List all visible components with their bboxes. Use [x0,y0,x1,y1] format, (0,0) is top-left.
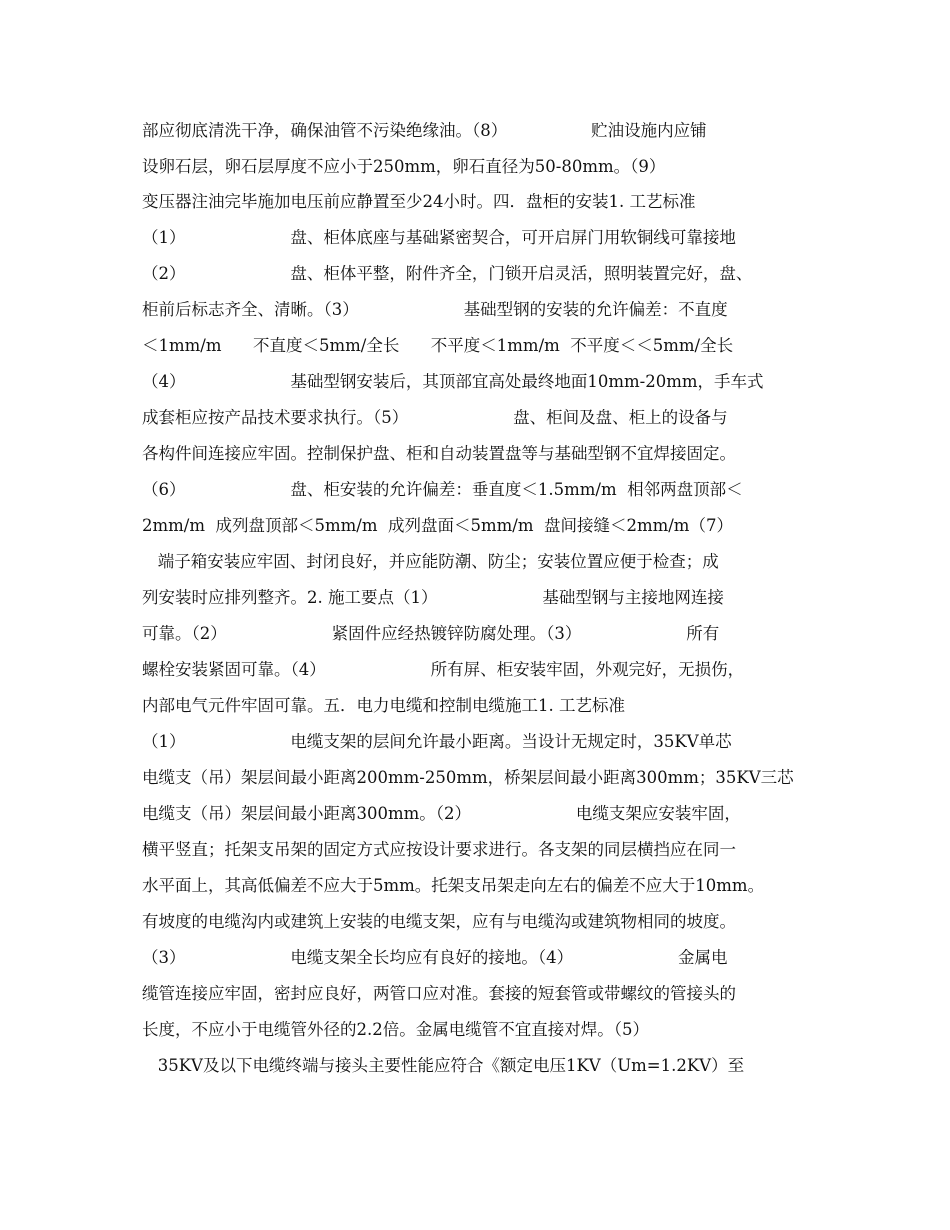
text-line: （1） 电缆支架的层间允许最小距离。当设计无规定时，35KV单芯 [142,732,732,751]
text-line: （6） 盘、柜安装的允许偏差：垂直度＜1.5mm/m 相邻两盘顶部＜ [142,480,743,499]
text-line: 横平竖直；托架支吊架的固定方式应按设计要求进行。各支架的同层横挡应在同一 [142,840,736,859]
text-line: 变压器注油完毕施加电压前应静置至少24小时。四．盘柜的安装1. 工艺标准 [142,192,696,211]
text-line: （4） 基础型钢安装后，其顶部宜高处最终地面10mm-20mm，手车式 [142,372,764,391]
text-line: 有坡度的电缆沟内或建筑上安装的电缆支架，应有与电缆沟或建筑物相同的坡度。 [142,912,736,931]
text-line: 列安装时应排列整齐。2. 施工要点（1） 基础型钢与主接地网连接 [142,588,724,607]
text-line: 成套柜应按产品技术要求执行。（5） 盘、柜间及盘、柜上的设备与 [142,408,728,427]
text-line: 可靠。（2） 紧固件应经热镀锌防腐处理。（3） 所有 [142,624,720,643]
text-line: 2mm/m 成列盘顶部＜5mm/m 成列盘面＜5mm/m 盘间接缝＜2mm/m（7） [142,516,733,535]
text-line: 长度，不应小于电缆管外径的2.2倍。金属电缆管不宜直接对焊。（5） [142,1020,649,1039]
text-line: 35KV及以下电缆终端与接头主要性能应符合《额定电压1KV（Um=1.2KV）至 [142,1056,745,1075]
text-line: 水平面上，其高低偏差不应大于5mm。托架支吊架走向左右的偏差不应大于10mm。 [142,876,765,895]
text-line: 设卵石层，卵石层厚度不应小于250mm，卵石直径为50-80mm。（9） [142,157,666,176]
text-line: 各构件间连接应牢固。控制保护盘、柜和自动装置盘等与基础型钢不宜焊接固定。 [142,444,736,463]
text-line: 电缆支（吊）架层间最小距离200mm-250mm，桥架层间最小距离300mm；35KV三芯 [142,768,794,787]
text-line: （1） 盘、柜体底座与基础紧密契合，可开启屏门用软铜线可靠接地 [142,228,736,247]
text-line: （2） 盘、柜体平整，附件齐全，门锁开启灵活，照明装置完好，盘、 [142,264,753,283]
text-line: 柜前后标志齐全、清晰。（3） 基础型钢的安装的允许偏差：不直度 [142,300,728,319]
text-line: 螺栓安装紧固可靠。（4） 所有屏、柜安装牢固，外观完好，无损伤， [142,660,745,679]
text-line: 缆管连接应牢固，密封应良好，两管口应对准。套接的短套管或带螺纹的管接头的 [142,984,736,1003]
text-line: 部应彻底清洗干净，确保油管不污染绝缘油。（8） 贮油设施内应铺 [142,121,707,140]
text-line: 电缆支（吊）架层间最小距离300mm。（2） 电缆支架应安装牢固， [142,804,741,823]
text-line: （3） 电缆支架全长均应有良好的接地。（4） 金属电 [142,948,728,967]
text-line: 内部电气元件牢固可靠。五．电力电缆和控制电缆施工1. 工艺标准 [142,696,625,715]
text-line: ＜1mm/m 不直度＜5mm/全长 不平度＜1mm/m 不平度＜＜5mm/全长 [142,336,734,355]
text-line: 端子箱安装应牢固、封闭良好，并应能防潮、防尘；安装位置应便于检查；成 [142,552,719,571]
